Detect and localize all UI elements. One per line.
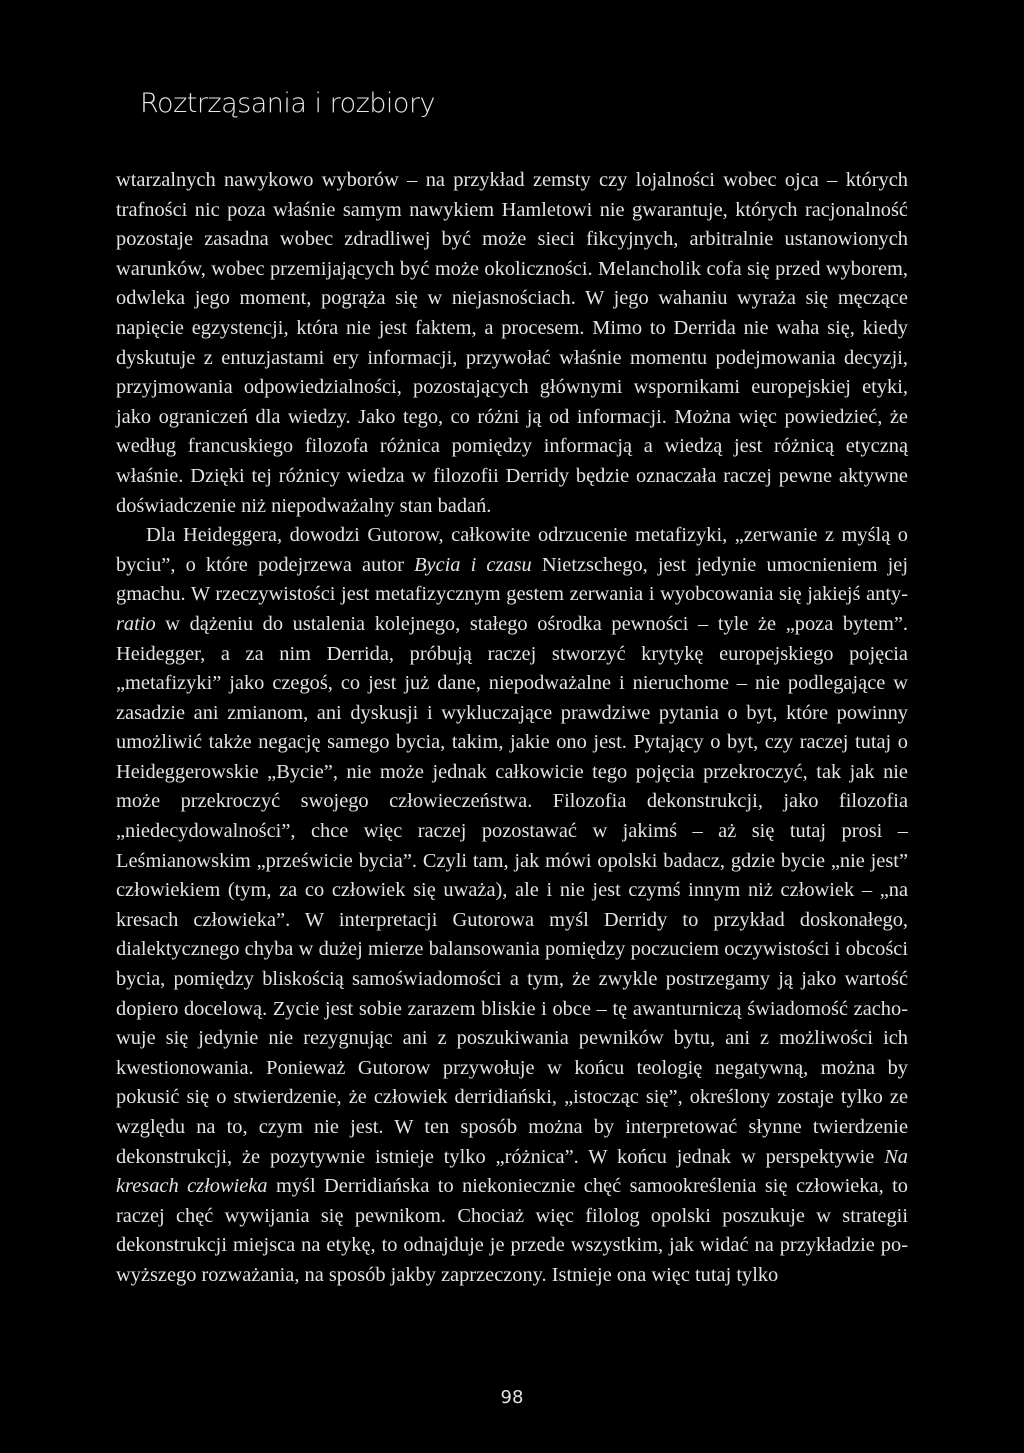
- latin-term-ratio: ratio: [116, 612, 156, 635]
- paragraph-2: [116, 521, 908, 1290]
- book-title-na-kresach-czlowieka: Na kresach człowieka: [116, 1145, 908, 1198]
- paragraph-1: [116, 166, 908, 521]
- body-text: [116, 166, 908, 1291]
- paragraph-2-text: myśl Derridiańska to niekoniecznie chęć samookreślenia się człowieka, to raczej chęć wywijania się pewnikom. Chociaż więc filolog opolski poszukuje w strategii dekonstrukcji miejsca na etykę, to odnajduje je przede wszystkim, jak widać na przykładzie powyższego rozważania, na sposób jakby zaprzeczony. Istnieje ona więc tutaj tylko: [116, 1175, 908, 1286]
- paragraph-2-text: w dążeniu do ustalenia kolejnego, stałego ośrodka pewności – tyle że „poza bytem”. Heidegger, a za nim Derrida, próbują raczej stworzyć krytykę europejskiego pojęcia „metafizyki” jako czegoś, co jest już dane, niepodważalne i nieruchome – nie podlegające w zasadzie ani zmianom, ani dyskusji i wykluczające prawdziwe pytania o byt, które powinny umożliwić także negację samego bycia, takim, jakie ono jest. Pytający o byt, czy raczej tutaj o Heideggerowskie „Bycie”, nie może jednak całkowicie tego pojęcia przekroczyć, tak jak nie może przekroczyć swojego człowieczeństwa. Filozofia dekonstrukcji, jako filozofia „niedecydowalności”, chce więc raczej pozostawać w jakimś – aż się tutaj prosi – Leśmianowskim „prześwicie bycia”. Czyli tam, jak mówi opolski badacz, gdzie bycie „nie jest” człowiekiem (tym, za co człowiek się uważa), ale i nie jest czymś innym niż człowiek – „na kresach człowieka”. W interpretacji Gutorowa myśl Derridy to przykład doskonałego, dialektycznego chyba w dużej mierze balansowania pomiędzy poczuciem oczywistości i obcości bycia, pomiędzy bliskością samoświadomości a tym, że zwykle postrzegamy ją jako wartość dopiero docelową. Zycie jest sobie zarazem bliskie i obce – tę awanturniczą świadomość zachowuje się jedynie nie rezygnując ani z poszukiwania pewników bytu, ani z możliwości ich kwestionowania. Ponieważ Gutorow przywołuje w końcu teologię negatywną, można by pokusić się o stwierdzenie, że człowiek derridiański, „istocząc się”, określony zostaje tylko ze względu na to, czym nie jest. W ten sposób można by interpretować słynne twierdzenie dekonstrukcji, że pozytywnie istnieje tylko „różnica”. W końcu jednak w perspektywie: [116, 612, 908, 1168]
- book-title-bycia-i-czasu: Bycia i czasu: [414, 553, 532, 576]
- page-number: 98: [500, 1387, 524, 1408]
- running-header: Roztrząsania i rozbiory: [140, 88, 436, 119]
- paragraph-1-text: wtarzalnych nawykowo wyborów – na przykład zemsty czy lojalności wobec ojca – których trafności nic poza właśnie samym nawykiem Hamletowi nie gwarantuje, których racjonalność pozostaje zasadna wobec zdradliwej być może sieci fikcyjnych, arbitralnie ustanowionych warunków, wobec przemijających być może okoliczności. Melancholik cofa się przed wyborem, odwleka jego moment, pogrąża się w niejasnościach. W jego wahaniu wyraża się męczące napięcie egzystencji, która nie jest faktem, a procesem. Mimo to Derrida nie waha się, kiedy dyskutuje z entuzjastami ery informacji, przywołać właśnie momentu podejmowania decyzji, przyjmowania odpowiedzialności, pozostających głównymi wspornikami europejskiej etyki, jako ograniczeń dla wiedzy. Jako tego, co różni ją od informacji. Można więc powiedzieć, że według francuskiego filozofa różnica pomiędzy informacją a wiedzą jest różnicą etyczną właśnie. Dzięki tej różnicy wiedza w filozofii Derridy będzie oznaczała raczej pewne aktywne doświadczenie niż niepodważalny stan badań.: [116, 169, 908, 517]
- paragraph-2-text: Dla Heideggera, dowodzi Gutorow, całkowite odrzucenie metafizyki, „zerwanie z myślą o byciu”, o które podejrzewa autor: [116, 524, 908, 576]
- paragraph-2-text: Nietzschego, jest jedynie umocnieniem jej gmachu. W rzeczywistości jest metafizycznym gestem zerwania i wyobcowania się jakiejś anty-: [116, 553, 908, 606]
